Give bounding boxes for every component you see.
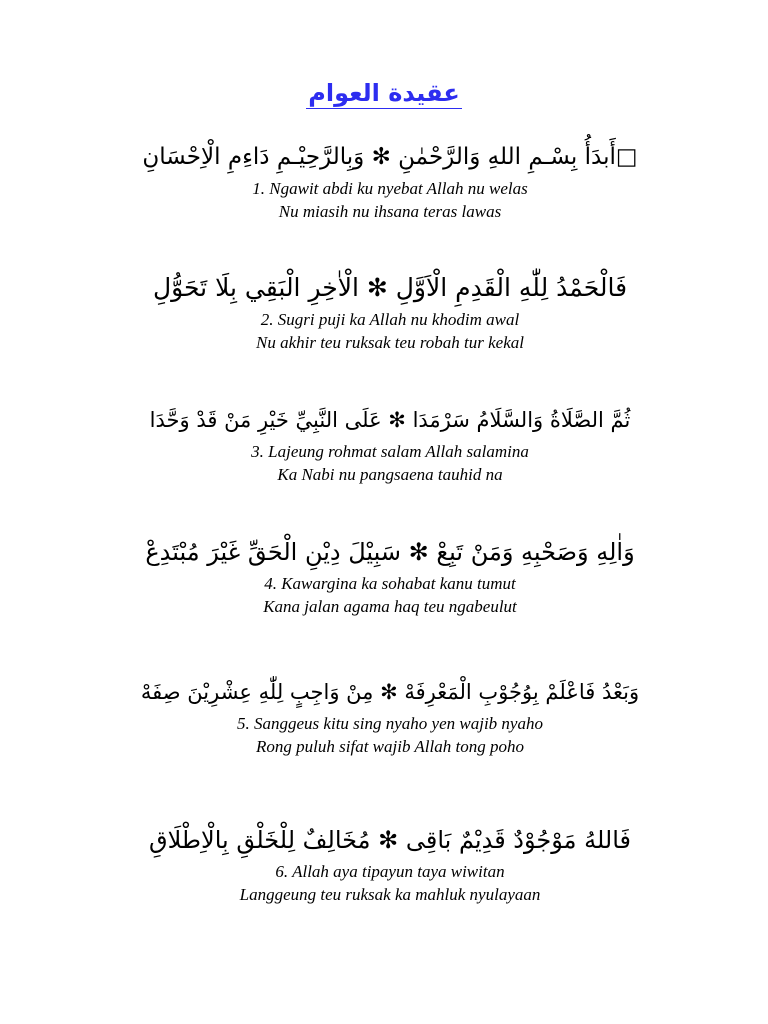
translation-line-2: Nu akhir teu ruksak teu robah tur kekal [255,333,524,352]
arabic-verse-text: □أَبدَأُ بِسْـمِ اللهِ وَالرَّحْمٰنِ ✻ وَبِالرَّحِيْـمِ دَاءِمِ الْاِحْسَانِ [142,144,638,170]
verse-4 [140,532,640,618]
translation-line-1: 5. Sanggeus kitu sing nyaho yen wajib nyaho [237,714,543,733]
translation-line-2: Langgeung teu ruksak ka mahluk nyulayaan [239,885,541,904]
arabic-verse-text: وَبَعْدُ فَاعْلَمْ بِوُجُوْبِ الْمَعْرِفَهْ ✻ مِنْ وَاجِبٍ لِلّٰهِ عِشْرِيْنَ صِفَهْ [140,680,640,704]
arabic-verse-text: وَاٰلِهِ وَصَحْبِهِ وَمَنْ تَبِعْ ✻ سَبِيْلَ دِيْنِ الْحَقِّ غَيْرَ مُبْتَدِعْ [145,538,635,566]
arabic-verse-text: فَاللهُ مَوْجُوْدٌ قَدِيْمٌ بَاقِى ✻ مُخَالِفٌ لِلْخَلْقِ بِالْاِطْلَاقِ [148,826,632,854]
verse-5 [140,672,640,758]
verse-1 [140,137,640,223]
document-title [0,78,768,109]
verse-2 [140,268,640,354]
arabic-verse-text: فَالْحَمْدُ لِلّٰهِ الْقَدِمِ الْاَوَّلِ ✻ الْاٰخِرِ الْبَقِي بِلَا تَحَوُّلِ [152,273,628,302]
arabic-verse-text: ثُمَّ الصَّلَاةُ وَالسَّلَامُ سَرْمَدَا ✻ عَلَى النَّبِيِّ خَيْرِ مَنْ قَدْ وَحَّدَا [149,408,631,432]
verse-3 [140,400,640,486]
translation-line-2: Kana jalan agama haq teu ngabeulut [263,597,517,616]
translation-line-2: Ka Nabi nu pangsaena tauhid na [277,465,503,484]
translation-line-2: Rong puluh sifat wajib Allah tong poho [256,737,524,756]
translation-line-1: 6. Allah aya tipayun taya wiwitan [275,862,505,881]
translation-line-1: 2. Sugri puji ka Allah nu khodim awal [260,310,520,329]
verse-6 [140,820,640,906]
translation-line-2: Nu miasih nu ihsana teras lawas [278,202,502,221]
translation-line-1: 3. Lajeung rohmat salam Allah salamina [251,442,529,461]
title-text: عقيدة العوام [308,79,460,107]
translation-line-1: 1. Ngawit abdi ku nyebat Allah nu welas [252,179,528,198]
translation-line-1: 4. Kawargina ka sohabat kanu tumut [264,574,516,593]
